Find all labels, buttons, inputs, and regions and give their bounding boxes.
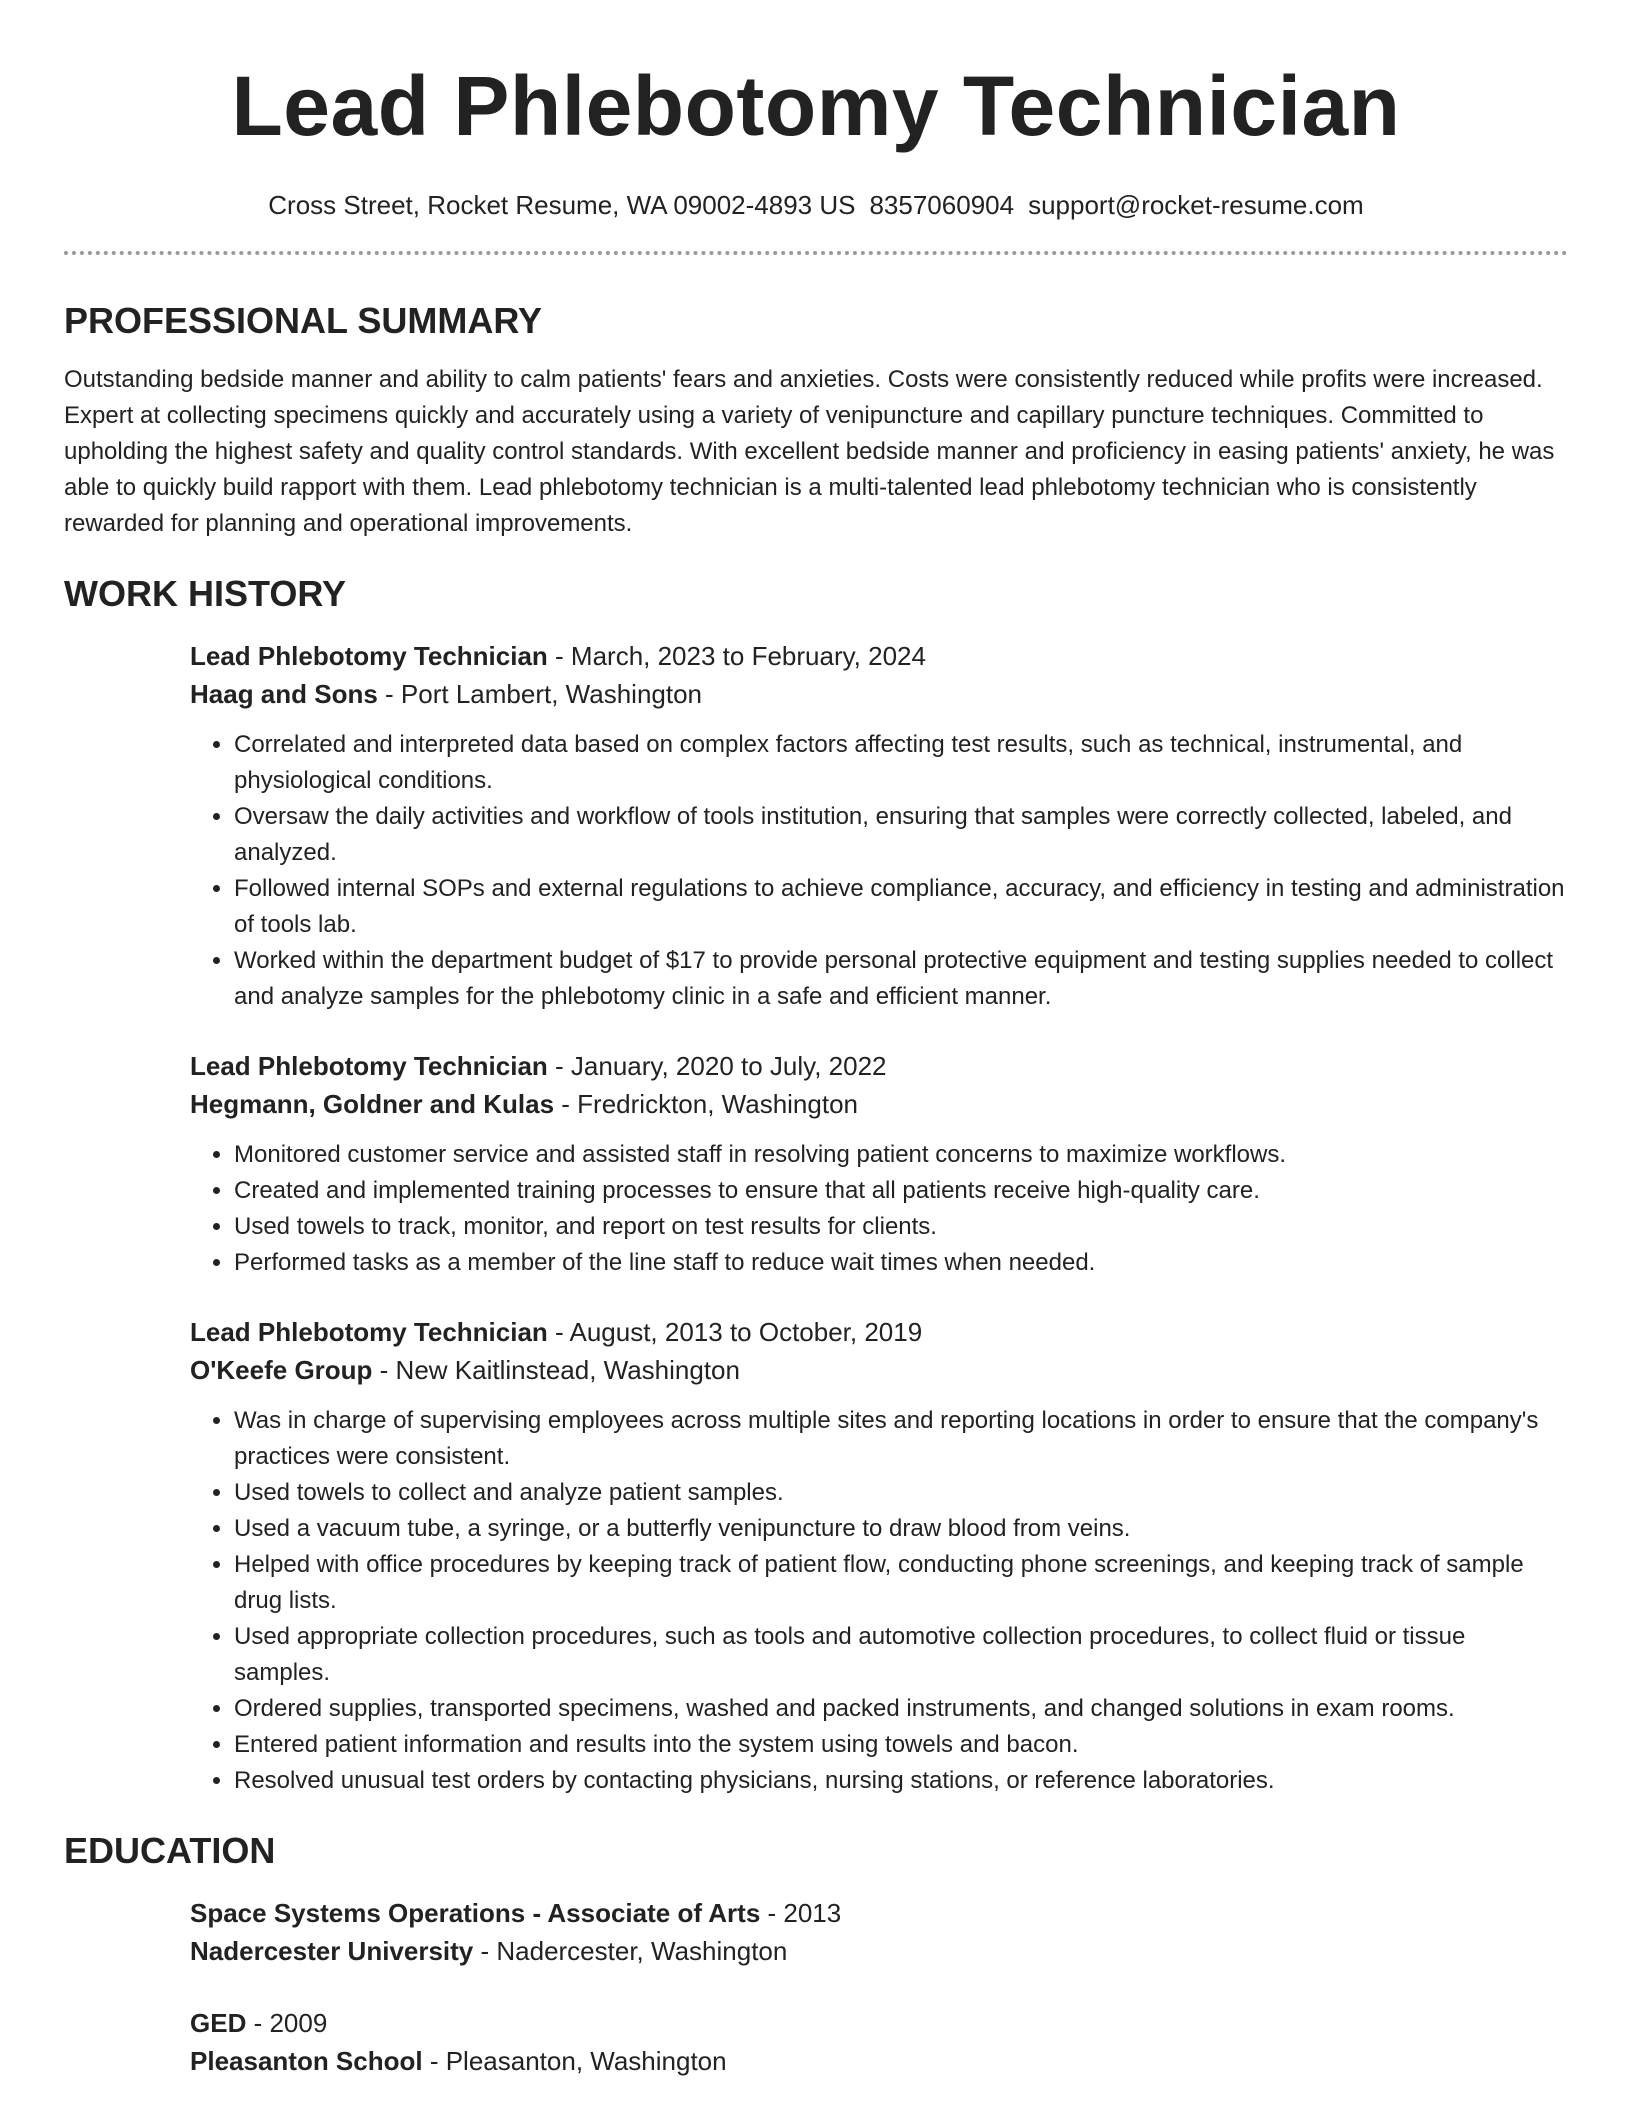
job-entry: [190, 1047, 1568, 1281]
job-dates: - January, 2020 to July, 2022: [547, 1051, 887, 1081]
school-name: Pleasanton School: [190, 2046, 423, 2076]
job-company: Hegmann, Goldner and Kulas: [190, 1089, 555, 1119]
job-location: - Fredrickton, Washington: [554, 1089, 858, 1119]
degree-line: [190, 2004, 1568, 2042]
job-title-line: [190, 637, 1568, 675]
contact-line: [64, 188, 1568, 222]
school-location: - Pleasanton, Washington: [422, 2046, 727, 2076]
resume-title: Lead Phlebotomy Technician: [231, 59, 1401, 153]
degree: Space Systems Operations - Associate of Arts: [190, 1898, 761, 1928]
work-history-heading: WORK HISTORY: [64, 573, 347, 614]
degree-year: - 2013: [760, 1898, 842, 1928]
job-bullets: [190, 1137, 1568, 1281]
job-bullet: • Worked within the department budget of $17 to provide personal protective equipment and testing supplies needed to collect and analyze samples for the phlebotomy clinic in a safe and efficient manner.: [234, 943, 1568, 1015]
job-bullet: • Resolved unusual test orders by contacting physicians, nursing stations, or reference laboratories.: [234, 1763, 1568, 1799]
job-title-line: [190, 1313, 1568, 1351]
job-company: Haag and Sons: [190, 679, 378, 709]
school-name: Nadercester University: [190, 1936, 474, 1966]
job-entry: [190, 1313, 1568, 1799]
job-bullet: • Entered patient information and results into the system using towels and bacon.: [234, 1727, 1568, 1763]
job-bullet: • Oversaw the daily activities and workflow of tools institution, ensuring that samples were correctly collected, labeled, and analyzed.: [234, 799, 1568, 871]
job-title: Lead Phlebotomy Technician: [190, 1051, 548, 1081]
job-bullet: • Used appropriate collection procedures, such as tools and automotive collection procedures, to collect fluid or tissue samples.: [234, 1619, 1568, 1691]
contact-address: Cross Street, Rocket Resume, WA 09002-4893 US: [268, 190, 856, 220]
degree-line: [190, 1894, 1568, 1932]
job-dates: - March, 2023 to February, 2024: [547, 641, 926, 671]
job-dates: - August, 2013 to October, 2019: [547, 1317, 923, 1347]
job-bullet: • Ordered supplies, transported specimens, washed and packed instruments, and changed solutions in exam rooms.: [234, 1691, 1568, 1727]
degree: GED: [190, 2008, 247, 2038]
summary-text: Outstanding bedside manner and ability to calm patients' fears and anxieties. Costs were consistently reduced while profits were increased. Expert at collecting specimens quickly and accurately using a variety of venipuncture and capillary puncture techniques. Committed to upholding the highest safety and quality control standards. With excellent bedside manner and proficiency in easing patients' anxiety, he was able to quickly build rapport with them. Lead phlebotomy technician is a multi-talented lead phlebotomy technician who is consistently rewarded for planning and operational improvements.: [64, 366, 1555, 537]
degree-year: - 2009: [246, 2008, 328, 2038]
school-location: - Nadercester, Washington: [473, 1936, 788, 1966]
job-company-line: [190, 1351, 1568, 1389]
education-entry: [190, 1894, 1568, 1970]
summary-heading: PROFESSIONAL SUMMARY: [64, 300, 543, 341]
job-title: Lead Phlebotomy Technician: [190, 641, 548, 671]
job-bullets: [190, 1403, 1568, 1799]
job-bullet: • Followed internal SOPs and external regulations to achieve compliance, accuracy, and efficiency in testing and administration of tools lab.: [234, 871, 1568, 943]
job-bullet: • Used a vacuum tube, a syringe, or a butterfly venipuncture to draw blood from veins.: [234, 1511, 1568, 1547]
job-entry: [190, 637, 1568, 1015]
job-company: O'Keefe Group: [190, 1355, 373, 1385]
job-location: - Port Lambert, Washington: [377, 679, 703, 709]
job-bullet: • Was in charge of supervising employees across multiple sites and reporting locations in order to ensure that the company's practices were consistent.: [234, 1403, 1568, 1475]
job-bullet: • Performed tasks as a member of the line staff to reduce wait times when needed.: [234, 1245, 1568, 1281]
job-company-line: [190, 1085, 1568, 1123]
job-bullet: • Monitored customer service and assisted staff in resolving patient concerns to maximize workflows.: [234, 1137, 1568, 1173]
education-heading: EDUCATION: [64, 1830, 276, 1871]
job-bullet: • Created and implemented training processes to ensure that all patients receive high-quality care.: [234, 1173, 1568, 1209]
school-line: [190, 2042, 1568, 2080]
contact-email[interactable]: support@rocket-resume.com: [1028, 190, 1364, 220]
contact-phone: 8357060904: [869, 190, 1015, 220]
job-bullet: • Used towels to track, monitor, and report on test results for clients.: [234, 1209, 1568, 1245]
job-company-line: [190, 675, 1568, 713]
job-bullet: • Correlated and interpreted data based on complex factors affecting test results, such as technical, instrumental, and physiological conditions.: [234, 727, 1568, 799]
job-title: Lead Phlebotomy Technician: [190, 1317, 548, 1347]
school-line: [190, 1932, 1568, 1970]
job-bullet: • Used towels to collect and analyze patient samples.: [234, 1475, 1568, 1511]
job-bullet: • Helped with office procedures by keeping track of patient flow, conducting phone screenings, and keeping track of sample drug lists.: [234, 1547, 1568, 1619]
job-location: - New Kaitlinstead, Washington: [372, 1355, 740, 1385]
job-title-line: [190, 1047, 1568, 1085]
job-bullets: [190, 727, 1568, 1015]
education-entry: [190, 2004, 1568, 2080]
header-divider: [64, 251, 1568, 255]
